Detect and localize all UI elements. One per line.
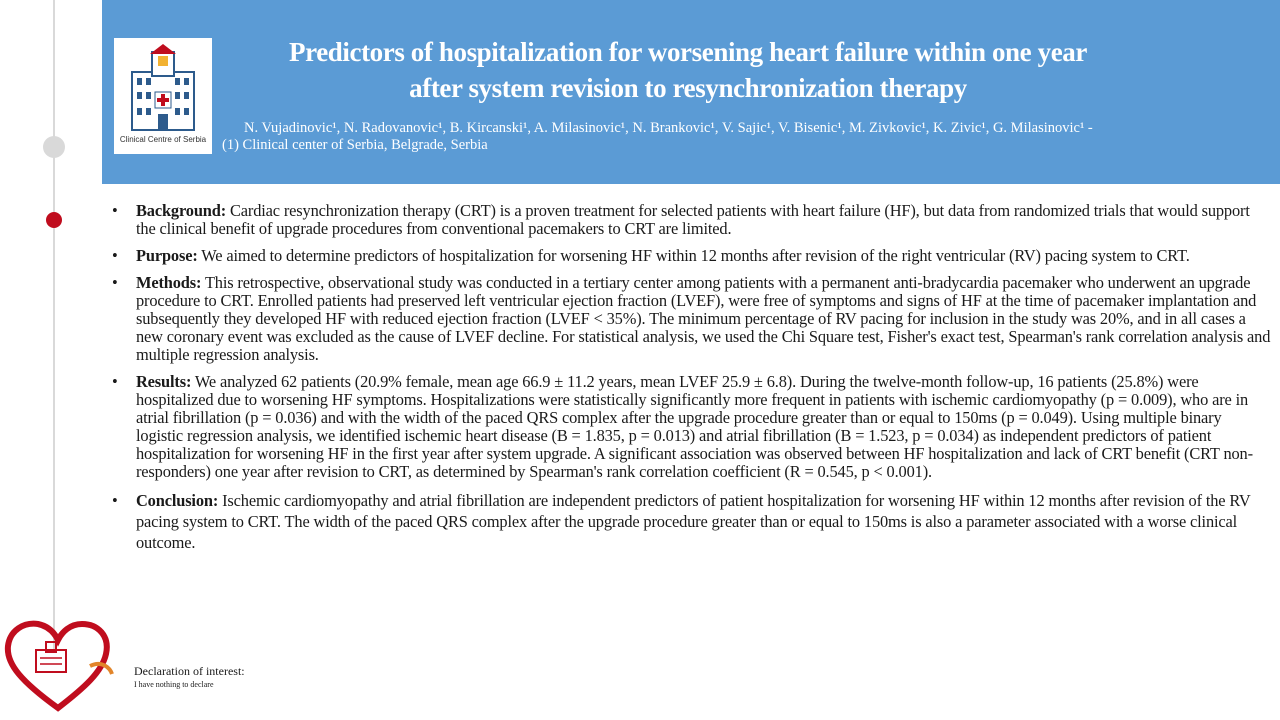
title-line-1: Predictors of hospitalization for worsening heart failure within one year — [289, 37, 1087, 67]
title-line-2: after system revision to resynchronization therapy — [409, 73, 967, 103]
declaration-title: Declaration of interest: — [134, 664, 245, 678]
section-label: Results: — [136, 372, 192, 391]
section-results — [112, 373, 1272, 481]
timeline-rail — [53, 0, 55, 650]
bullet-icon: • — [112, 246, 118, 265]
timeline-dot-red — [46, 212, 62, 228]
author-list: N. Vujadinovic¹, N. Radovanovic¹, B. Kircanski¹, A. Milasinovic¹, N. Brankovic¹, V. Sajic¹, V. Bisenic¹, M. Zivkovic¹, K. Zivic¹, G. Milasinovic¹ - — [244, 120, 1093, 136]
bullet-icon: • — [112, 372, 118, 391]
heart-logo-icon — [2, 616, 114, 716]
section-background — [112, 202, 1272, 238]
section-label: Conclusion: — [136, 491, 219, 510]
section-text: We aimed to determine predictors of hospitalization for worsening HF within 12 months after revision of the right ventricular (RV) pacing system to CRT. — [201, 246, 1190, 265]
section-label: Background: — [136, 201, 227, 220]
section-text: Ischemic cardiomyopathy and atrial fibrillation are independent predictors of patient hospitalization for worsening HF within 12 months after revision of the RV pacing system to CRT. The width of the paced QRS complex after the upgrade procedure greater than or equal to 150ms is also a parameter associated with a worse clinical outcome. — [136, 491, 1251, 552]
bullet-icon: • — [112, 201, 118, 220]
section-purpose — [112, 247, 1272, 265]
hospital-building-icon — [128, 42, 198, 134]
section-text: We analyzed 62 patients (20.9% female, mean age 66.9 ± 11.2 years, mean LVEF 25.9 ± 6.8). During the twelve-month follow-up, 16 patients (25.8%) were hospitalized due to worsening HF symptoms. Hospitalizations were statistically significantly more frequent in patients with ischemic cardiomyopathy (p = 0.009), who are in atrial fibrillation (p = 0.036) and with the width of the paced QRS complex after the upgrade procedure greater than or equal to 150ms (p = 0.049). Using multiple binary logistic regression analysis, we identified ischemic heart disease (B = 1.835, p = 0.013) and atrial fibrillation (B = 1.523, p = 0.034) as independent predictors of patient hospitalization for worsening HF in the first year after system upgrade. A significant association was observed between HF hospitalization and lack of CRT benefit (CRT non-responders) one year after revision to CRT, as determined by Spearman's rank correlation coefficient (R = 0.545, p < 0.001). — [136, 372, 1253, 481]
abstract-sections — [112, 202, 1272, 562]
timeline-dot-grey — [43, 136, 65, 158]
bullet-icon: • — [112, 273, 118, 292]
section-conclusion — [112, 490, 1272, 553]
section-methods — [112, 274, 1272, 364]
affiliation: (1) Clinical center of Serbia, Belgrade, Serbia — [222, 137, 488, 153]
section-text: This retrospective, observational study was conducted in a tertiary center among patients with a permanent anti-bradycardia pacemaker who underwent an upgrade procedure to CRT. Enrolled patients had preserved left ventricular ejection fraction (LVEF), were free of symptoms and signs of HF at the time of pacemaker implantation and subsequently they developed HF with reduced ejection fraction (LVEF < 35%). The minimum percentage of RV pacing for inclusion in the study was 20%, and in all cases a new coronary event was excluded as the cause of LVEF decline. For statistical analysis, we used the Chi Square test, Fisher's exact test, Spearman's rank correlation analysis and multiple regression analysis. — [136, 273, 1271, 364]
poster-title — [218, 34, 1158, 106]
declaration-text: I have nothing to declare — [134, 680, 214, 689]
clinical-centre-logo — [114, 38, 212, 154]
section-label: Methods: — [136, 273, 202, 292]
section-text: Cardiac resynchronization therapy (CRT) is a proven treatment for selected patients with heart failure (HF), but data from randomized trials that would support the clinical benefit of upgrade procedures from conventional pacemakers to CRT are limited. — [136, 201, 1250, 238]
logo-caption: Clinical Centre of Serbia — [119, 135, 207, 144]
bullet-icon: • — [112, 491, 118, 510]
section-label: Purpose: — [136, 246, 198, 265]
header-banner — [102, 0, 1280, 184]
